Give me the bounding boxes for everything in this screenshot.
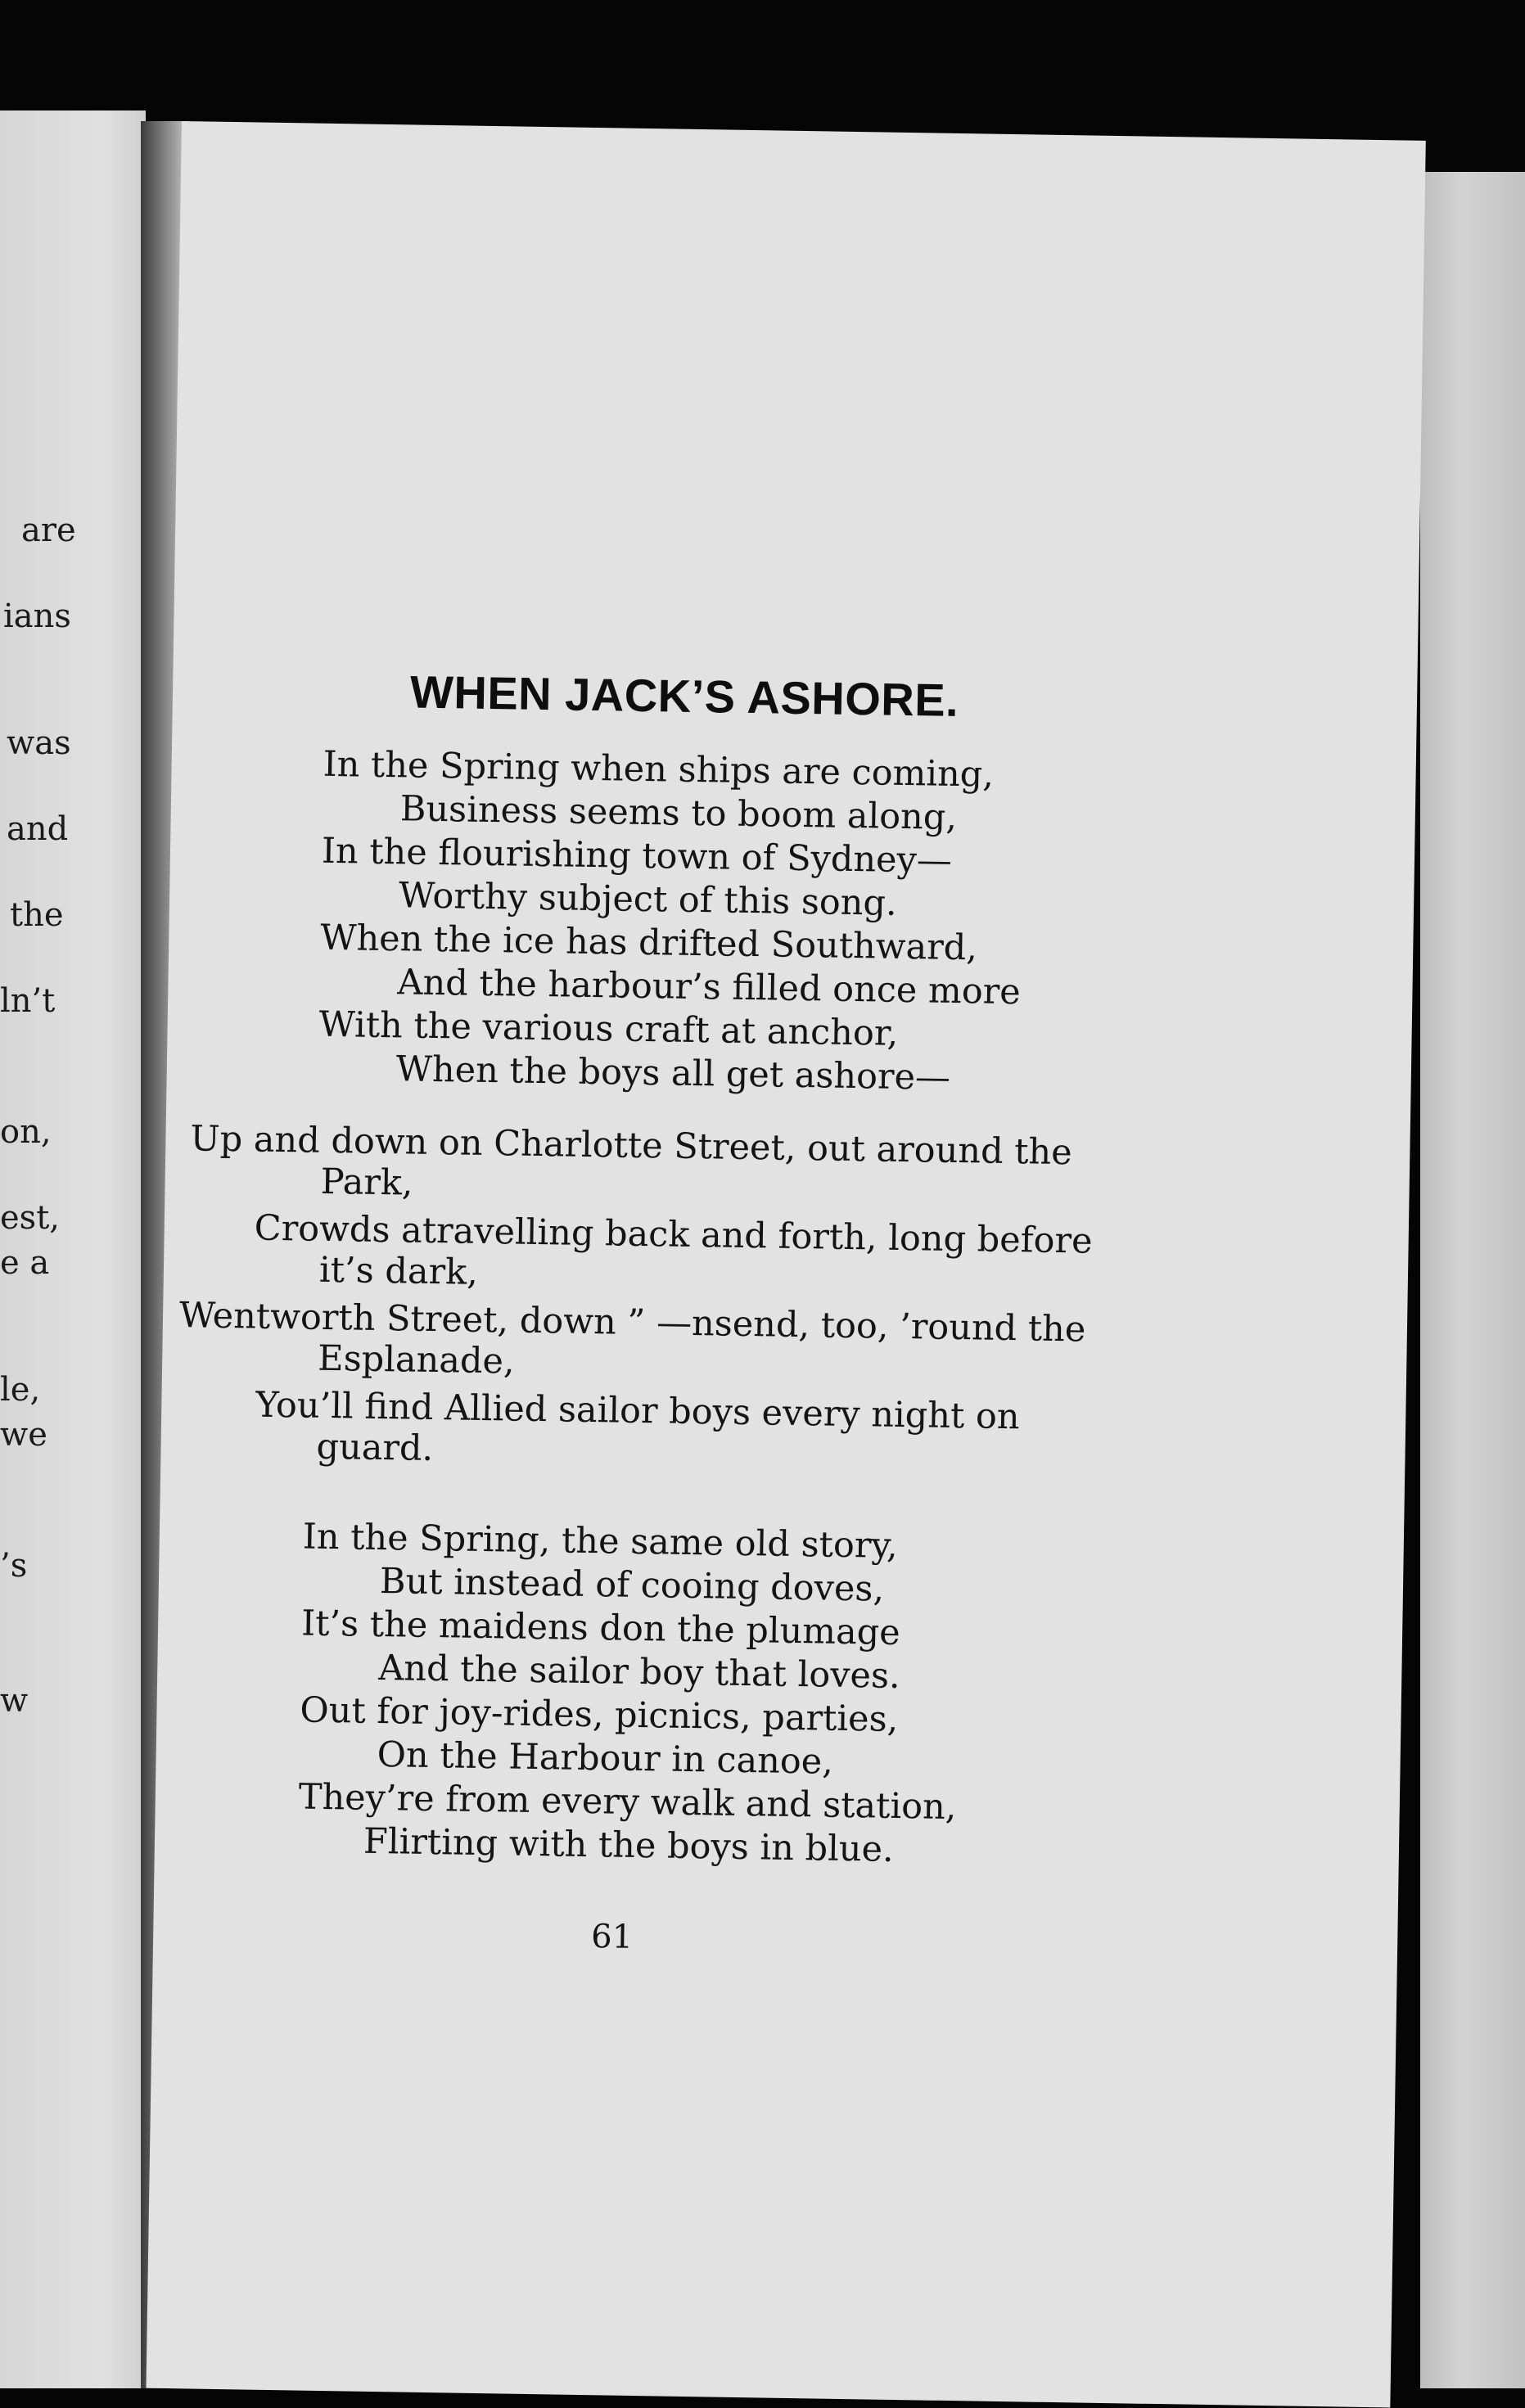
left-page-fragment: e a (0, 1244, 50, 1282)
poem-line: Crowds atravelling back and forth, long before (254, 1207, 1093, 1262)
poem-line: Wentworth Street, down ” —nsend, too, ’round the (178, 1295, 1086, 1351)
poem-line: Flirting with the boys in blue. (363, 1820, 895, 1870)
poem-line: When the boys all get ashore— (395, 1048, 951, 1098)
poem-line: Out for joy-rides, picnics, parties, (300, 1689, 899, 1740)
poem-line: With the various craft at anchor, (318, 1003, 899, 1054)
poem-line: it’s dark, (318, 1249, 479, 1293)
left-page-fragment: ln’t (0, 982, 56, 1020)
poem-line: And the sailor boy that loves. (377, 1648, 901, 1698)
poem-line: Park, (320, 1161, 413, 1204)
left-page-fragment: the (10, 896, 64, 934)
left-page-fragment: ians (3, 597, 71, 635)
previous-page-strip (0, 110, 146, 2388)
poem-line: You’ll find Allied sailor boys every night on (255, 1384, 1020, 1438)
poem-title: WHEN JACK’S ASHORE. (409, 665, 959, 726)
poem-line: When the ice has drifted Southward, (319, 917, 978, 969)
left-page-fragment: w (0, 1682, 29, 1720)
left-page-fragment: est, (0, 1199, 60, 1237)
poem-line: Esplanade, (317, 1337, 515, 1382)
page-number: 61 (590, 1918, 634, 1956)
left-page-fragment: we (0, 1416, 47, 1454)
book-page (146, 121, 1425, 2408)
left-page-fragment: le, (0, 1371, 41, 1409)
left-page-fragment: on, (0, 1113, 52, 1151)
poem-line: guard. (316, 1426, 434, 1470)
left-page-fragment: ’s (0, 1547, 28, 1585)
poem-line: In the flourishing town of Sydney— (321, 830, 953, 882)
poem-line: Up and down on Charlotte Street, out around the (190, 1118, 1073, 1174)
left-page-fragment: was (7, 724, 71, 762)
poem-line: In the Spring, the same old story, (302, 1516, 898, 1567)
poem-line: In the Spring when ships are coming, (323, 743, 995, 796)
left-page-fragment: are (21, 512, 76, 549)
page-edge-stack (1420, 172, 1525, 2388)
poem-line: They’re from every walk and station, (298, 1776, 957, 1829)
poem-line: Worthy subject of this song. (398, 875, 898, 924)
poem-line: And the harbour’s filled once more (397, 962, 1022, 1013)
poem-line: It’s the maidens don the plumage (300, 1603, 901, 1654)
poem-line: Business seems to boom along, (399, 788, 958, 838)
poem-line: But instead of cooing doves, (379, 1561, 885, 1610)
left-page-fragment: and (7, 810, 69, 848)
poem-line: On the Harbour in canoe, (377, 1734, 834, 1783)
